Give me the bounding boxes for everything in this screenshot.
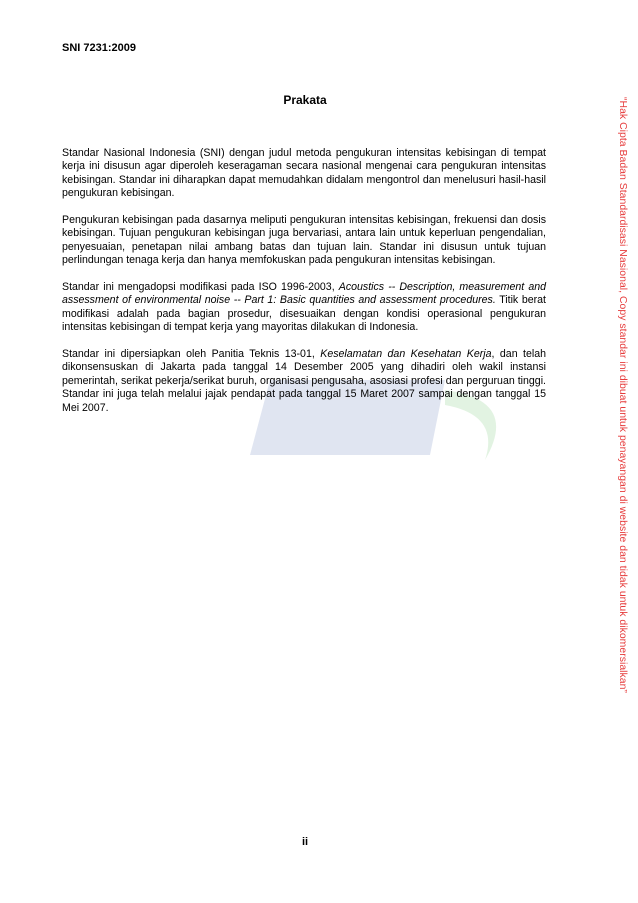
paragraph-1: Standar Nasional Indonesia (SNI) dengan judul metoda pengukuran intensitas kebisingan di tempat kerja ini disusun agar diperoleh keseragaman secara nasional mengenai cara pengukuran intensitas kebisingan. Standar ini diharapkan dapat memudahkan didalam mengontrol dan menelusuri hasil-hasil pengukuran kebisingan.: [62, 147, 546, 200]
paragraph-2: Pengukuran kebisingan pada dasarnya meliputi pengukuran intensitas kebisingan, frekuensi dan dosis kebisingan. Tujuan pengukuran kebisingan juga bervariasi, antara lain untuk keperluan pengendalian, penyesuaian, penetapan nilai ambang batas dan tujuan lain. Standar ini disusun untuk tujuan perlindungan tenaga kerja dan hanya memfokuskan pada pengukuran intensitas kebisingan.: [62, 214, 546, 267]
paragraph-3-text-end: Titik berat modifikasi adalah pada bagian prosedur, disesuaikan dengan kondisi operasional pengukuran intensitas kebisingan di tempat kerja yang mayoritas dilakukan di Indonesia.: [62, 294, 546, 334]
page-title: Prakata: [283, 93, 327, 107]
paragraph-3-text: Standar ini mengadopsi modifikasi pada ISO 1996-2003,: [62, 281, 339, 294]
paragraph-4-text-end: , dan telah dikonsensuskan di Jakarta pada tanggal 14 Desember 2005 yang dihadiri oleh wakil instansi pemerintah, serikat pekerja/serikat buruh, organisasi pengusaha, asosiasi profesi dan perguruan tinggi. Standar ini juga telah melalui jajak pendapat pada tanggal 15 Maret 2007 sampai dengan tanggal 15 Mei 2007.: [62, 348, 547, 414]
page-number: ii: [301, 836, 309, 848]
paragraph-4: [62, 348, 546, 415]
paragraph-3: [62, 281, 546, 335]
preface-body: [62, 147, 546, 428]
committee-name-italic: Keselamatan dan Kesehatan Kerja: [320, 348, 492, 361]
document-code-header: SNI 7231:2009: [62, 42, 136, 54]
copyright-side-note: “Hak Cipta Badan Standardisasi Nasional, Copy standar ini dibuat untuk penayangan di website dan tidak untuk dikomersialkan”: [617, 97, 628, 693]
iso-title-italic: Acoustics -- Description, measurement and assessment of environmental noise -- Part 1: Basic quantities and assessment procedures.: [62, 281, 546, 307]
paragraph-4-text: Standar ini dipersiapkan oleh Panitia Teknis 13-01,: [62, 348, 321, 361]
